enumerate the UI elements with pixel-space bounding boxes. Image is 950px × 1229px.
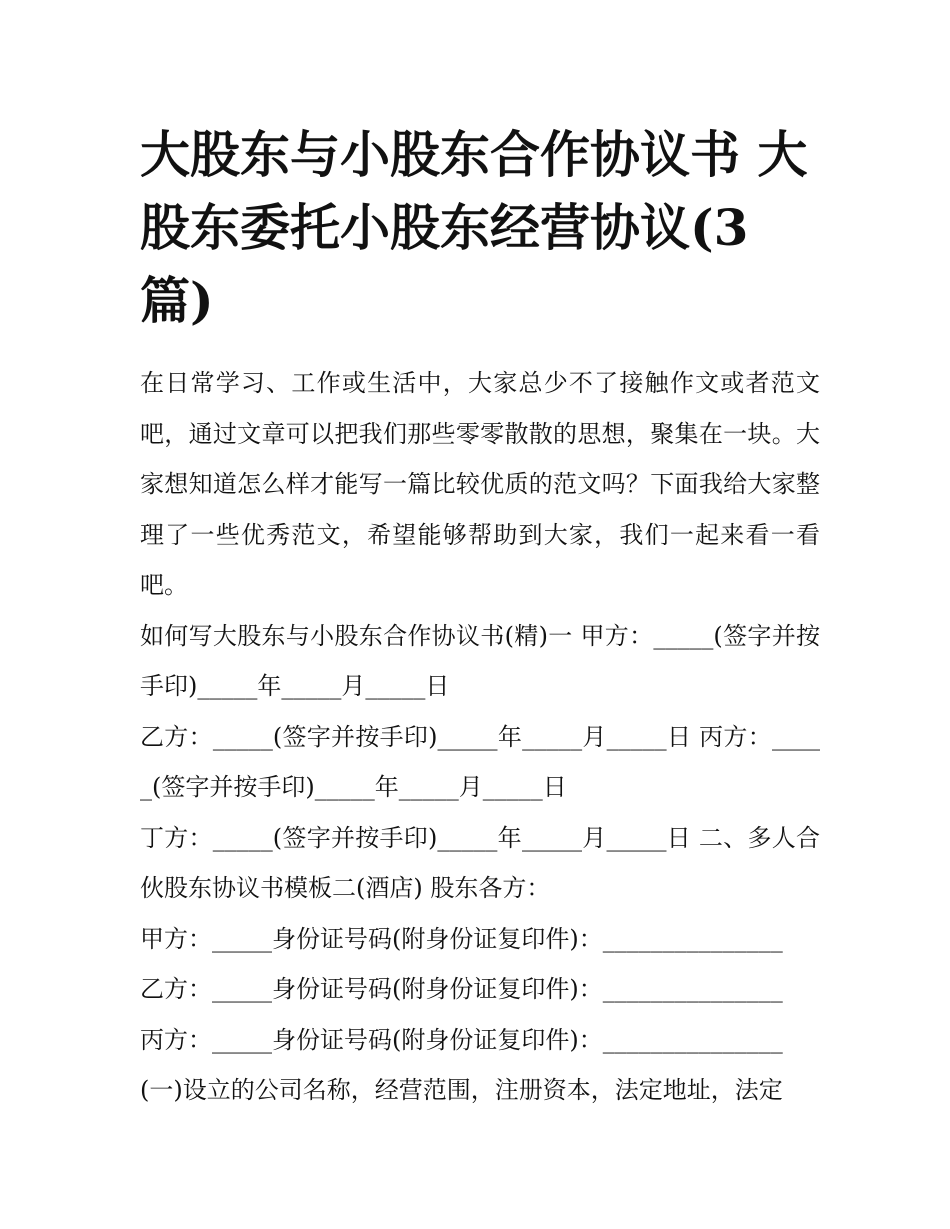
document-title: 大股东与小股东合作协议书 大股东委托小股东经营协议(3篇): [140, 125, 808, 330]
section-one-text: (一)设立的公司名称，经营范围，注册资本，法定地址，法定: [140, 1076, 783, 1104]
party-b-id-line: 乙方：_____身份证号码(附身份证复印件)：_______________: [140, 975, 783, 1003]
document-body: [140, 358, 820, 1116]
party-a-id-line: 甲方：_____身份证号码(附身份证复印件)：_______________: [140, 924, 783, 953]
party-d-signature-line: 丁方：_____(签字并按手印)_____年_____月_____日 二、多人合伙股东协议书模板二(酒店) 股东各方：: [140, 823, 820, 902]
party-b-c-signature-line: 乙方：_____(签字并按手印)_____年_____月_____日 丙方：_____(签字并按手印)_____年_____月_____日: [140, 722, 820, 801]
agreement-heading-party-a: 如何写大股东与小股东合作协议书(精)一 甲方：_____(签字并按手印)_____年_____月_____日: [140, 621, 820, 700]
intro-paragraph: 在日常学习、工作或生活中，大家总少不了接触作文或者范文吧，通过文章可以把我们那些零零散散的思想，聚集在一块。大家想知道怎么样才能写一篇比较优质的范文吗？下面我给大家整理了一些优秀范文，希望能够帮助到大家，我们一起来看一看吧。: [140, 369, 820, 599]
document-page: [140, 118, 820, 1116]
party-c-id-line: 丙方：_____身份证号码(附身份证复印件)：_______________: [140, 1025, 783, 1054]
